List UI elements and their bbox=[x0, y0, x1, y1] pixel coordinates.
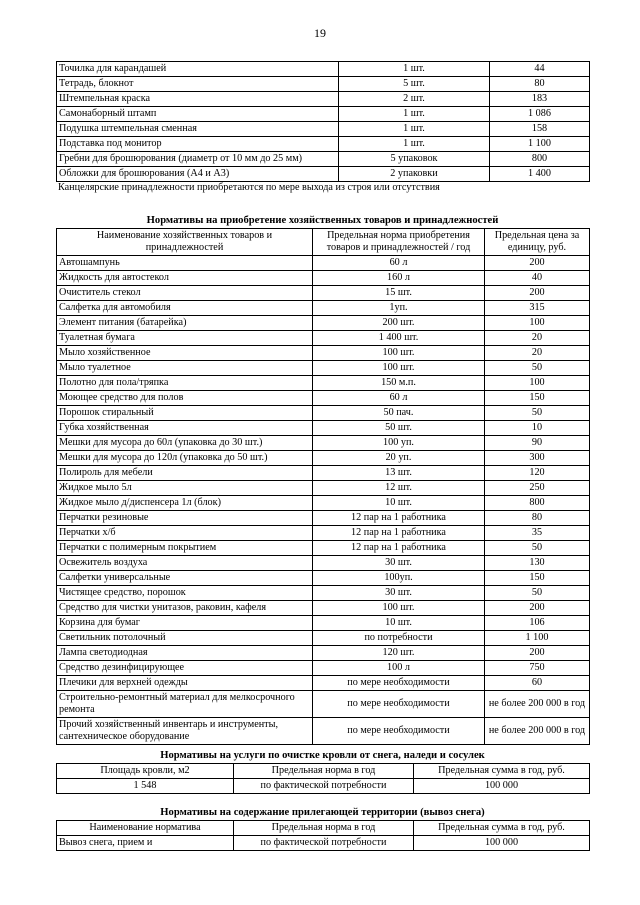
item-norm: 100 л bbox=[313, 661, 485, 676]
item-name: Точилка для карандашей bbox=[57, 62, 339, 77]
table-row bbox=[57, 571, 590, 586]
item-price: 200 bbox=[485, 646, 590, 661]
territory-header-sum: Предельная сумма в год, руб. bbox=[414, 821, 590, 836]
item-name: Обложки для брошюрования (А4 и А3) bbox=[57, 167, 339, 182]
item-norm: по потребности bbox=[313, 631, 485, 646]
table-row bbox=[57, 301, 590, 316]
item-price: 300 bbox=[485, 451, 590, 466]
table-row bbox=[57, 256, 590, 271]
item-name: Перчатки с полимерным покрытием bbox=[57, 541, 313, 556]
item-norm: 20 уп. bbox=[313, 451, 485, 466]
item-name: Штемпельная краска bbox=[57, 92, 339, 107]
item-name: Жидкое мыло д/диспенсера 1л (блок) bbox=[57, 496, 313, 511]
item-name: Плечики для верхней одежды bbox=[57, 676, 313, 691]
item-name: Перчатки резиновые bbox=[57, 511, 313, 526]
item-norm: 10 шт. bbox=[313, 616, 485, 631]
territory-title: Нормативы на содержание прилегающей территории (вывоз снега) bbox=[160, 807, 485, 818]
item-price: 80 bbox=[490, 77, 590, 92]
item-price: 50 bbox=[485, 586, 590, 601]
item-name: Полироль для мебели bbox=[57, 466, 313, 481]
item-price: 130 bbox=[485, 556, 590, 571]
item-name: Моющее средство для полов bbox=[57, 391, 313, 406]
roof-header-area: Площадь кровли, м2 bbox=[57, 764, 234, 779]
item-name: Мыло хозяйственное bbox=[57, 346, 313, 361]
item-norm: 12 пар на 1 работника bbox=[313, 541, 485, 556]
roof-area-value: 1 548 bbox=[57, 779, 234, 794]
roof-norm-value: по фактической потребности bbox=[234, 779, 414, 794]
item-name: Подушка штемпельная сменная bbox=[57, 122, 339, 137]
item-price: 10 bbox=[485, 421, 590, 436]
item-name: Чистящее средство, порошок bbox=[57, 586, 313, 601]
item-price: 800 bbox=[490, 152, 590, 167]
item-name: Жидкость для автостекол bbox=[57, 271, 313, 286]
household-header-row bbox=[57, 229, 590, 256]
table-row bbox=[57, 496, 590, 511]
item-price: 1 100 bbox=[485, 631, 590, 646]
item-norm: 150 м.п. bbox=[313, 376, 485, 391]
item-price: 200 bbox=[485, 286, 590, 301]
item-name: Автошампунь bbox=[57, 256, 313, 271]
item-price: 106 bbox=[485, 616, 590, 631]
item-norm: 1 шт. bbox=[339, 122, 490, 137]
item-norm: 12 пар на 1 работника bbox=[313, 526, 485, 541]
item-price: не более 200 000 в год bbox=[485, 718, 590, 745]
item-name: Тетрадь, блокнот bbox=[57, 77, 339, 92]
stationery-note: Канцелярские принадлежности приобретаются по мере выхода из строя или отсутствия bbox=[58, 182, 440, 193]
item-price: 1 400 bbox=[490, 167, 590, 182]
item-name: Очиститель стекол bbox=[57, 286, 313, 301]
item-norm: 1 шт. bbox=[339, 62, 490, 77]
item-name: Туалетная бумага bbox=[57, 331, 313, 346]
territory-norm-value: по фактической потребности bbox=[234, 836, 414, 851]
item-price: 200 bbox=[485, 601, 590, 616]
roof-table bbox=[56, 763, 590, 794]
item-norm: 15 шт. bbox=[313, 286, 485, 301]
item-norm: 100 шт. bbox=[313, 346, 485, 361]
item-norm: 30 шт. bbox=[313, 556, 485, 571]
item-price: 60 bbox=[485, 676, 590, 691]
item-norm: 13 шт. bbox=[313, 466, 485, 481]
roof-title: Нормативы на услуги по очистке кровли от снега, наледи и сосулек bbox=[160, 750, 485, 761]
item-price: не более 200 000 в год bbox=[485, 691, 590, 718]
table-row bbox=[57, 152, 590, 167]
table-row bbox=[57, 77, 590, 92]
item-price: 1 086 bbox=[490, 107, 590, 122]
item-norm: 1 шт. bbox=[339, 107, 490, 122]
stationery-table bbox=[56, 61, 590, 182]
item-price: 100 bbox=[485, 316, 590, 331]
item-price: 40 bbox=[485, 271, 590, 286]
item-norm: 100 шт. bbox=[313, 361, 485, 376]
stationery-block bbox=[56, 61, 589, 195]
item-price: 750 bbox=[485, 661, 590, 676]
item-price: 50 bbox=[485, 406, 590, 421]
table-row bbox=[57, 661, 590, 676]
item-name: Корзина для бумаг bbox=[57, 616, 313, 631]
item-norm: 100 шт. bbox=[313, 601, 485, 616]
page-number: 19 bbox=[314, 26, 326, 40]
item-name: Гребни для брошюрования (диаметр от 10 мм до 25 мм) bbox=[57, 152, 339, 167]
household-table bbox=[56, 228, 590, 745]
item-norm: 12 шт. bbox=[313, 481, 485, 496]
item-norm: 2 шт. bbox=[339, 92, 490, 107]
item-norm: 120 шт. bbox=[313, 646, 485, 661]
item-norm: 100 уп. bbox=[313, 436, 485, 451]
household-header-norm: Предельная норма приобретения товаров и принадлежностей / год bbox=[313, 229, 485, 256]
table-row bbox=[57, 167, 590, 182]
item-price: 100 bbox=[485, 376, 590, 391]
item-name: Лампа светодиодная bbox=[57, 646, 313, 661]
item-name: Светильник потолочный bbox=[57, 631, 313, 646]
table-row bbox=[57, 421, 590, 436]
item-name: Средство для чистки унитазов, раковин, кафеля bbox=[57, 601, 313, 616]
territory-sum-value: 100 000 bbox=[414, 836, 590, 851]
household-header-price: Предельная цена за единицу, руб. bbox=[485, 229, 590, 256]
item-norm: 1 400 шт. bbox=[313, 331, 485, 346]
item-name: Порошок стиральный bbox=[57, 406, 313, 421]
table-row bbox=[57, 346, 590, 361]
item-name: Полотно для пола/тряпка bbox=[57, 376, 313, 391]
table-row bbox=[57, 316, 590, 331]
item-price: 35 bbox=[485, 526, 590, 541]
territory-table bbox=[56, 820, 590, 851]
territory-header-name: Наименование норматива bbox=[57, 821, 234, 836]
item-price: 90 bbox=[485, 436, 590, 451]
roof-block bbox=[56, 749, 589, 794]
table-row bbox=[57, 376, 590, 391]
item-price: 150 bbox=[485, 571, 590, 586]
roof-header-sum: Предельная сумма в год, руб. bbox=[414, 764, 590, 779]
roof-header-norm: Предельная норма в год bbox=[234, 764, 414, 779]
item-norm: 1 шт. bbox=[339, 137, 490, 152]
table-row bbox=[57, 107, 590, 122]
item-name: Подставка под монитор bbox=[57, 137, 339, 152]
item-name: Средство дезинфицирующее bbox=[57, 661, 313, 676]
table-row bbox=[57, 137, 590, 152]
item-norm: по мере необходимости bbox=[313, 676, 485, 691]
item-name: Строительно-ремонтный материал для мелкосрочного ремонта bbox=[57, 691, 313, 718]
table-row bbox=[57, 586, 590, 601]
territory-header-row bbox=[57, 821, 590, 836]
item-price: 120 bbox=[485, 466, 590, 481]
table-row bbox=[57, 718, 590, 745]
item-price: 183 bbox=[490, 92, 590, 107]
household-block bbox=[56, 214, 589, 745]
household-header-name: Наименование хозяйственных товаров и принадлежностей bbox=[57, 229, 313, 256]
item-name: Перчатки х/б bbox=[57, 526, 313, 541]
table-row bbox=[57, 451, 590, 466]
table-row bbox=[57, 601, 590, 616]
item-price: 150 bbox=[485, 391, 590, 406]
territory-header-norm: Предельная норма в год bbox=[234, 821, 414, 836]
territory-name-value: Вывоз снега, прием и bbox=[57, 836, 234, 851]
table-row bbox=[57, 646, 590, 661]
table-row bbox=[57, 691, 590, 718]
roof-data-row bbox=[57, 779, 590, 794]
table-row bbox=[57, 616, 590, 631]
item-norm: 12 пар на 1 работника bbox=[313, 511, 485, 526]
item-name: Мыло туалетное bbox=[57, 361, 313, 376]
roof-header-row bbox=[57, 764, 590, 779]
item-norm: 5 упаковок bbox=[339, 152, 490, 167]
table-row bbox=[57, 271, 590, 286]
item-norm: по мере необходимости bbox=[313, 718, 485, 745]
item-norm: 160 л bbox=[313, 271, 485, 286]
item-norm: 60 л bbox=[313, 256, 485, 271]
item-name: Прочий хозяйственный инвентарь и инструменты, сантехническое оборудование bbox=[57, 718, 313, 745]
item-price: 158 bbox=[490, 122, 590, 137]
table-row bbox=[57, 466, 590, 481]
item-price: 315 bbox=[485, 301, 590, 316]
item-name: Жидкое мыло 5л bbox=[57, 481, 313, 496]
item-price: 80 bbox=[485, 511, 590, 526]
item-price: 800 bbox=[485, 496, 590, 511]
item-name: Мешки для мусора до 120л (упаковка до 50 шт.) bbox=[57, 451, 313, 466]
item-name: Губка хозяйственная bbox=[57, 421, 313, 436]
item-price: 250 bbox=[485, 481, 590, 496]
item-norm: 50 пач. bbox=[313, 406, 485, 421]
table-row bbox=[57, 676, 590, 691]
item-norm: 30 шт. bbox=[313, 586, 485, 601]
item-price: 44 bbox=[490, 62, 590, 77]
table-row bbox=[57, 436, 590, 451]
item-norm: 60 л bbox=[313, 391, 485, 406]
table-row bbox=[57, 361, 590, 376]
item-norm: 50 шт. bbox=[313, 421, 485, 436]
item-name: Салфетка для автомобиля bbox=[57, 301, 313, 316]
item-name: Салфетки универсальные bbox=[57, 571, 313, 586]
item-norm: по мере необходимости bbox=[313, 691, 485, 718]
item-norm: 200 шт. bbox=[313, 316, 485, 331]
item-price: 20 bbox=[485, 331, 590, 346]
table-row bbox=[57, 286, 590, 301]
item-price: 1 100 bbox=[490, 137, 590, 152]
table-row bbox=[57, 511, 590, 526]
item-norm: 2 упаковки bbox=[339, 167, 490, 182]
item-norm: 5 шт. bbox=[339, 77, 490, 92]
table-row bbox=[57, 541, 590, 556]
table-row bbox=[57, 122, 590, 137]
item-name: Элемент питания (батарейка) bbox=[57, 316, 313, 331]
item-norm: 100уп. bbox=[313, 571, 485, 586]
table-row bbox=[57, 92, 590, 107]
table-row bbox=[57, 62, 590, 77]
item-price: 200 bbox=[485, 256, 590, 271]
table-row bbox=[57, 556, 590, 571]
item-price: 50 bbox=[485, 361, 590, 376]
territory-data-row bbox=[57, 836, 590, 851]
table-row bbox=[57, 481, 590, 496]
household-title: Нормативы на приобретение хозяйственных товаров и принадлежностей bbox=[146, 215, 499, 226]
roof-sum-value: 100 000 bbox=[414, 779, 590, 794]
item-price: 50 bbox=[485, 541, 590, 556]
item-name: Мешки для мусора до 60л (упаковка до 30 шт.) bbox=[57, 436, 313, 451]
table-row bbox=[57, 331, 590, 346]
table-row bbox=[57, 631, 590, 646]
item-norm: 1уп. bbox=[313, 301, 485, 316]
item-name: Освежитель воздуха bbox=[57, 556, 313, 571]
territory-block bbox=[56, 806, 589, 851]
item-name: Самонаборный штамп bbox=[57, 107, 339, 122]
item-norm: 10 шт. bbox=[313, 496, 485, 511]
table-row bbox=[57, 526, 590, 541]
table-row bbox=[57, 406, 590, 421]
item-price: 20 bbox=[485, 346, 590, 361]
table-row bbox=[57, 391, 590, 406]
